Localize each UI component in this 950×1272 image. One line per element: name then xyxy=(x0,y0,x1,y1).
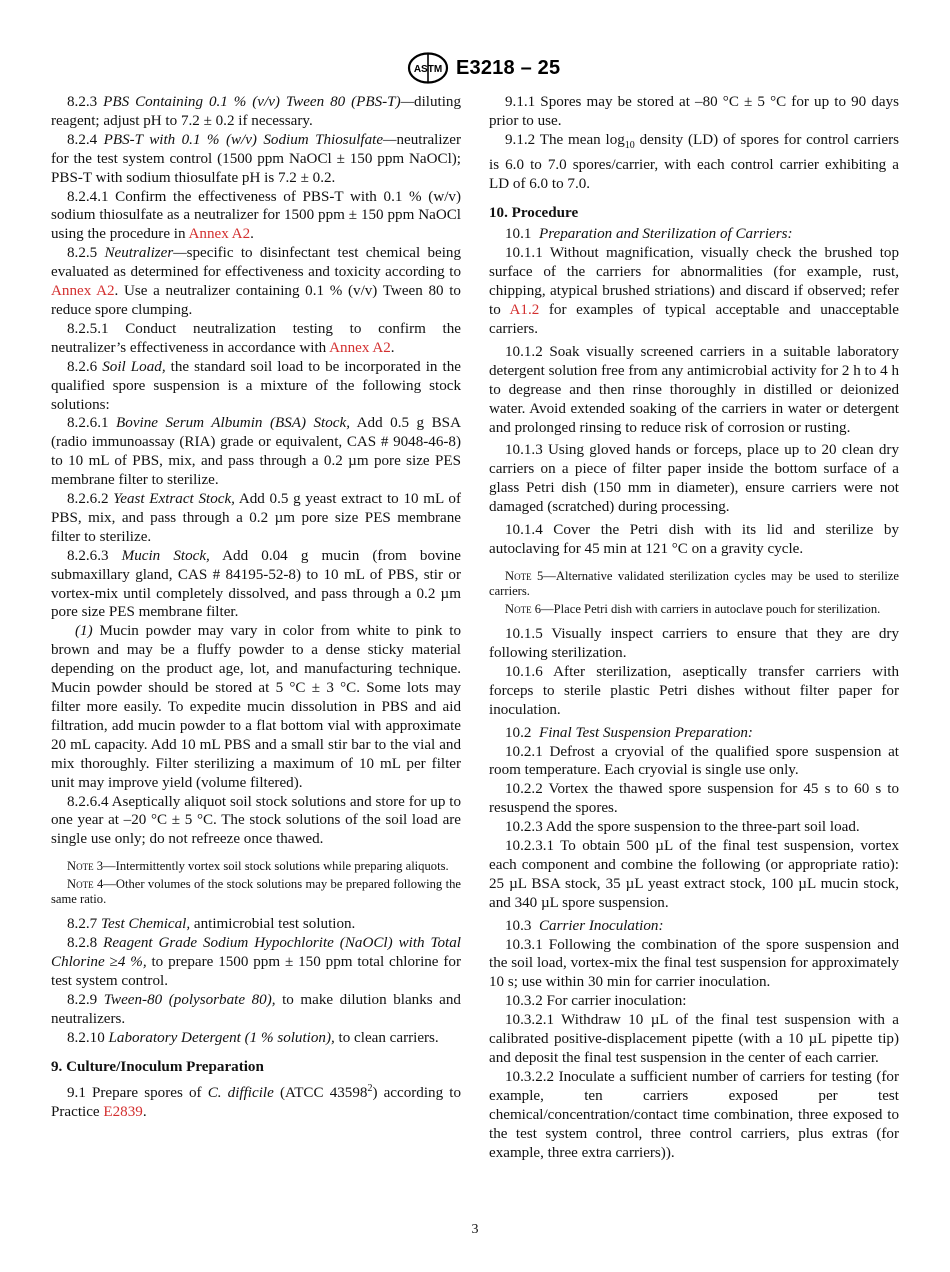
section-10-1-3: 10.1.3 Using gloved hands or forceps, place up to 20 clean dry carriers on a piece of filter paper inside the bottom surface of a glass Petri dish (150 mm in diameter), ensure carriers were not damaged (scratched) during processing. xyxy=(489,442,899,516)
section-10-3-2-1: 10.3.2.1 Withdraw 10 µL of the final test suspension with a calibrated positive-displacement pipette (with a 10 µL pipette tip) and deposit the final test suspension in the center of each carrier. xyxy=(489,1012,899,1067)
section-8-2-6-4: 8.2.6.4 Aseptically aliquot soil stock solutions and store for up to one year at –20 °C ± 5 °C. The stock solutions of the soil load are single use only; do not refreeze once thawed. xyxy=(51,793,461,848)
section-8-2-4: 8.2.4 PBS-T with 0.1 % (w/v) Sodium Thiosulfate—neutralizer for the test system control (1500 ppm NaOCl ± 150 ppm NaOCl); PBS-T with sodium thiosulfate pH is 7.2 ± 0.2. xyxy=(51,131,461,186)
section-8-2-3: 8.2.3 PBS Containing 0.1 % (v/v) Tween 80 (PBS-T)—diluting reagent; adjust pH to 7.2 ± 0.2 if necessary. xyxy=(51,94,461,129)
section-8-2-5-1: 8.2.5.1 Conduct neutralization testing to confirm the neutralizer’s effectiveness in accordance with Annex A2. xyxy=(51,320,461,356)
annex-a2-link[interactable]: Annex A2 xyxy=(329,339,391,356)
section-9-heading: 9. Culture/Inoculum Preparation xyxy=(51,1058,264,1075)
right-column xyxy=(489,93,899,1162)
note-4: Note 4—Other volumes of the stock solutions may be prepared following the same ratio. xyxy=(51,876,461,907)
section-8-2-8: 8.2.8 Reagent Grade Sodium Hypochlorite (NaOCl) with Total Chlorine ≥4 %, to prepare 1500 ppm ± 150 ppm total chlorine for test system control. xyxy=(51,935,461,990)
section-10-2-2: 10.2.2 Vortex the thawed spore suspension for 45 s to 60 s to resuspend the spores. xyxy=(489,781,899,817)
standard-designation: E3218 – 25 xyxy=(456,57,561,79)
section-10-1-6: 10.1.6 After sterilization, aseptically transfer carriers with forceps to sterile plastic Petri dishes without filter paper for inoculation. xyxy=(489,663,899,718)
section-8-2-4-1: 8.2.4.1 Confirm the effectiveness of PBS-T with 0.1 % (w/v) sodium thiosulfate as a neutralizer for 1500 ppm ± 150 ppm NaOCl using the procedure in Annex A2. xyxy=(51,188,461,243)
annex-a2-link[interactable]: Annex A2 xyxy=(188,226,251,243)
section-8-2-6-2: 8.2.6.2 Yeast Extract Stock, Add 0.5 g yeast extract to 10 mL of PBS, mix, and pass through a 0.2 µm pore size PES membrane filter to sterilize. xyxy=(51,491,461,545)
section-8-2-7: 8.2.7 Test Chemical, antimicrobial test solution. xyxy=(67,916,356,933)
section-9-1: 9.1 Prepare spores of C. difficile (ATCC 43598$^2$) according to Practice E2839. xyxy=(51,1082,461,1120)
section-10-2-1: 10.2.1 Defrost a cryovial of the qualified spore suspension at room temperature. Each cryovial is single use only. xyxy=(489,743,899,779)
section-10-1-5: 10.1.5 Visually inspect carriers to ensure that they are dry following sterilization. xyxy=(489,626,899,661)
a1-2-link[interactable]: A1.2 xyxy=(509,302,540,319)
section-10-1: 10.1 Preparation and Sterilization of Carriers: xyxy=(505,226,793,243)
section-10-2-3: 10.2.3 Add the spore suspension to the three-part soil load. xyxy=(505,819,860,836)
note-6: Note 6—Place Petri dish with carriers in autoclave pouch for sterilization. xyxy=(505,601,881,616)
section-8-2-6: 8.2.6 Soil Load, the standard soil load to be incorporated in the qualified spore suspension is a mixture of the following stock solutions: xyxy=(51,358,461,413)
astm-logo-icon xyxy=(407,52,449,84)
section-8-2-9: 8.2.9 Tween-80 (polysorbate 80), to make dilution blanks and neutralizers. xyxy=(51,992,461,1027)
section-10-3-2-2: 10.3.2.2 Inoculate a sufficient number of carriers for testing (for example, ten carriers exposed per test chemical/concentration/contact time combination, three exposed to the test system control, three control carriers, plus extras (for example, three extra carriers)). xyxy=(489,1068,899,1161)
section-10-3-2: 10.3.2 For carrier inoculation: xyxy=(505,993,687,1010)
section-10-1-4: 10.1.4 Cover the Petri dish with its lid and sterilize by autoclaving for 45 min at 121 °C on a gravity cycle. xyxy=(489,522,899,557)
section-8-2-6-1: 8.2.6.1 Bovine Serum Albumin (BSA) Stock, Add 0.5 g BSA (radio immunoassay (RIA) grade or equivalent, CAS # 9048-46-8) to 10 mL of PBS, mix, and pass through a 0.2 µm pore size PES membrane filter to sterilize. xyxy=(51,415,461,489)
section-8-2-6-3: 8.2.6.3 Mucin Stock, Add 0.04 g mucin (from bovine submaxillary gland, CAS # 84195-52-8) to 10 mL of PBS, stir or vortex-mix until completely dissolved, and pass through a 0.2 µm pore size PES membrane filter. xyxy=(51,547,461,621)
section-10-1-2: 10.1.2 Soak visually screened carriers in a suitable laboratory detergent solution free from any antimicrobial activity for 2 h to 4 h to degrease and then rinse thoroughly in distilled or deionized water. Avoid extended soaking of the carriers in water or detergent and prolonged rinsing to reduce risk of corrosion or rusting. xyxy=(489,343,899,436)
section-10-2: 10.2 Final Test Suspension Preparation: xyxy=(505,724,753,741)
section-10-1-1: 10.1.1 Without magnification, visually check the brushed top surface of the carriers for abnormalities (for example, rust, chipping, atypical brushed striations) and discard if observed; refer to A1.2 for examples of typical acceptable and unacceptable carriers. xyxy=(489,245,899,337)
section-10-heading: 10. Procedure xyxy=(489,204,579,221)
section-10-3-1: 10.3.1 Following the combination of the spore suspension and the soil load, vortex-mix the final test suspension for approximately 10 s; use within 30 min for carrier inoculation. xyxy=(489,936,899,991)
astm-logo-text: ASTM xyxy=(413,64,443,75)
e2839-link[interactable]: E2839 xyxy=(103,1103,143,1120)
left-column xyxy=(51,93,461,1122)
section-10-2-3-1: 10.2.3.1 To obtain 500 µL of the final test suspension, vortex each component and combine the following (or appropriate ratio): 25 µL BSA stock, 35 µL yeast extract stock, 100 µL mucin stock, and 340 µL spore suspension. xyxy=(489,838,899,911)
note-5: Note 5—Alternative validated sterilization cycles may be used to sterilize carriers. xyxy=(489,568,899,599)
section-8-2-6-3-1: (1) Mucin powder may vary in color from white to pink to brown and may be a fluffy powder to a dense sticky material depending on the product age, lot, and manufacturing technique. Mucin powder should be stored at 5 °C ± 3 °C. Some lots may filter more easily. To expedite mucin dissolution in PBS and aid filtration, add mucin powder to a flat bottom vial with approximate 20 mL capacity. Add 10 mL PBS and a small stir bar to the vial and mix thoroughly. Filter sterilizing a maximum of 10 mL per filter unit may improve yield (volume filtered). xyxy=(51,623,462,791)
page-number: 3 xyxy=(471,1222,479,1237)
section-9-1-1: 9.1.1 Spores may be stored at –80 °C ± 5 °C for up to 90 days prior to use. xyxy=(489,94,899,129)
section-9-1-2: 9.1.2 The mean $\log_{10}$ density (LD) of spores for control carriers is 6.0 to 7.0 spores/carrier, with each control carrier exhibiting a LD of 6.0 to 7.0. xyxy=(489,131,899,192)
annex-a2-link[interactable]: Annex A2 xyxy=(51,283,115,300)
note-3: Note 3—Intermittently vortex soil stock solutions while preparing aliquots. xyxy=(67,859,449,874)
section-8-2-5: 8.2.5 Neutralizer—specific to disinfectant test chemical being evaluated as determined for effectiveness and toxicity according to Annex A2. Use a neutralizer containing 0.1 % (v/v) Tween 80 to reduce spore clumping. xyxy=(51,245,461,318)
section-8-2-10: 8.2.10 Laboratory Detergent (1 % solution), to clean carriers. xyxy=(67,1029,439,1046)
section-10-3: 10.3 Carrier Inoculation: xyxy=(505,917,664,934)
